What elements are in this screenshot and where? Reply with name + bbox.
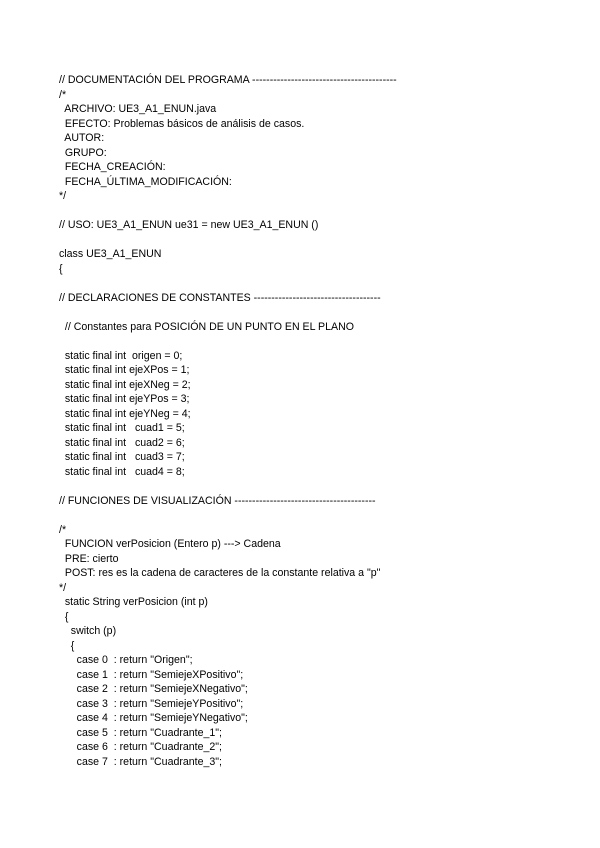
case-1: case 1 : return "SemiejeXPositivo"; xyxy=(59,668,244,681)
section-comment-documentacion: // DOCUMENTACIÓN DEL PROGRAMA ----------------------------------------- xyxy=(59,74,397,86)
constant-cuad2: static final int cuad2 = 6; xyxy=(59,436,185,449)
doc-fecha-creacion: FECHA_CREACIÓN: xyxy=(59,161,166,173)
constant-cuad1: static final int cuad1 = 5; xyxy=(59,422,185,434)
blank-line xyxy=(59,479,590,494)
method-open-brace: { xyxy=(59,610,69,623)
comment-open: /* xyxy=(59,523,67,536)
case-4: case 4 : return "SemiejeYNegativo"; xyxy=(59,712,248,724)
case-2: case 2 : return "SemiejeXNegativo"; xyxy=(59,683,248,695)
function-post: POST: res es la cadena de caracteres de la constante relativa a "p" xyxy=(59,567,381,579)
constant-ejexneg: static final int ejeXNeg = 2; xyxy=(59,378,191,391)
comment-close: */ xyxy=(59,581,67,594)
blank-line xyxy=(59,305,590,320)
case-0: case 0 : return "Origen"; xyxy=(59,654,193,666)
doc-archivo: ARCHIVO: UE3_A1_ENUN.java xyxy=(59,103,217,115)
constant-ejeypos: static final int ejeYPos = 3; xyxy=(59,393,190,405)
case-3: case 3 : return "SemiejeYPositivo"; xyxy=(59,697,244,710)
section-comment-constantes: // DECLARACIONES DE CONSTANTES ------------------------------------ xyxy=(59,291,381,304)
case-5: case 5 : return "Cuadrante_1"; xyxy=(59,726,222,739)
usage-comment: // USO: UE3_A1_ENUN ue31 = new UE3_A1_ENUN () xyxy=(59,219,319,231)
constants-comment: // Constantes para POSICIÓN DE UN PUNTO EN EL PLANO xyxy=(59,320,354,333)
doc-efecto: EFECTO: Problemas básicos de análisis de casos. xyxy=(59,117,305,130)
function-signature-doc: FUNCION verPosicion (Entero p) ---> Cadena xyxy=(59,538,281,550)
method-declaration: static String verPosicion (int p) xyxy=(59,596,208,608)
source-code-block xyxy=(59,73,590,769)
constant-origen: static final int origen = 0; xyxy=(59,349,183,362)
case-6: case 6 : return "Cuadrante_2"; xyxy=(59,741,222,753)
comment-close: */ xyxy=(59,190,67,202)
constant-cuad4: static final int cuad4 = 8; xyxy=(59,465,185,478)
blank-line xyxy=(59,204,590,219)
class-declaration: class UE3_A1_ENUN xyxy=(59,248,162,260)
comment-open: /* xyxy=(59,88,67,101)
switch-statement: switch (p) xyxy=(59,625,117,637)
doc-fecha-ultima-modificacion: FECHA_ÚLTIMA_MODIFICACIÓN: xyxy=(59,175,232,188)
constant-ejexpos: static final int ejeXPos = 1; xyxy=(59,364,190,376)
doc-autor: AUTOR: xyxy=(59,132,105,144)
section-comment-visualizacion: // FUNCIONES DE VISUALIZACIÓN ---------------------------------------- xyxy=(59,494,376,507)
blank-line xyxy=(59,276,590,291)
doc-grupo: GRUPO: xyxy=(59,146,107,159)
blank-line xyxy=(59,508,590,523)
blank-line xyxy=(59,334,590,349)
class-open-brace: { xyxy=(59,262,63,275)
switch-open-brace: { xyxy=(59,639,75,652)
blank-line xyxy=(59,233,590,248)
constant-ejeyneg: static final int ejeYNeg = 4; xyxy=(59,407,191,420)
constant-cuad3: static final int cuad3 = 7; xyxy=(59,451,185,463)
case-7: case 7 : return "Cuadrante_3"; xyxy=(59,755,222,768)
function-pre: PRE: cierto xyxy=(59,552,119,565)
